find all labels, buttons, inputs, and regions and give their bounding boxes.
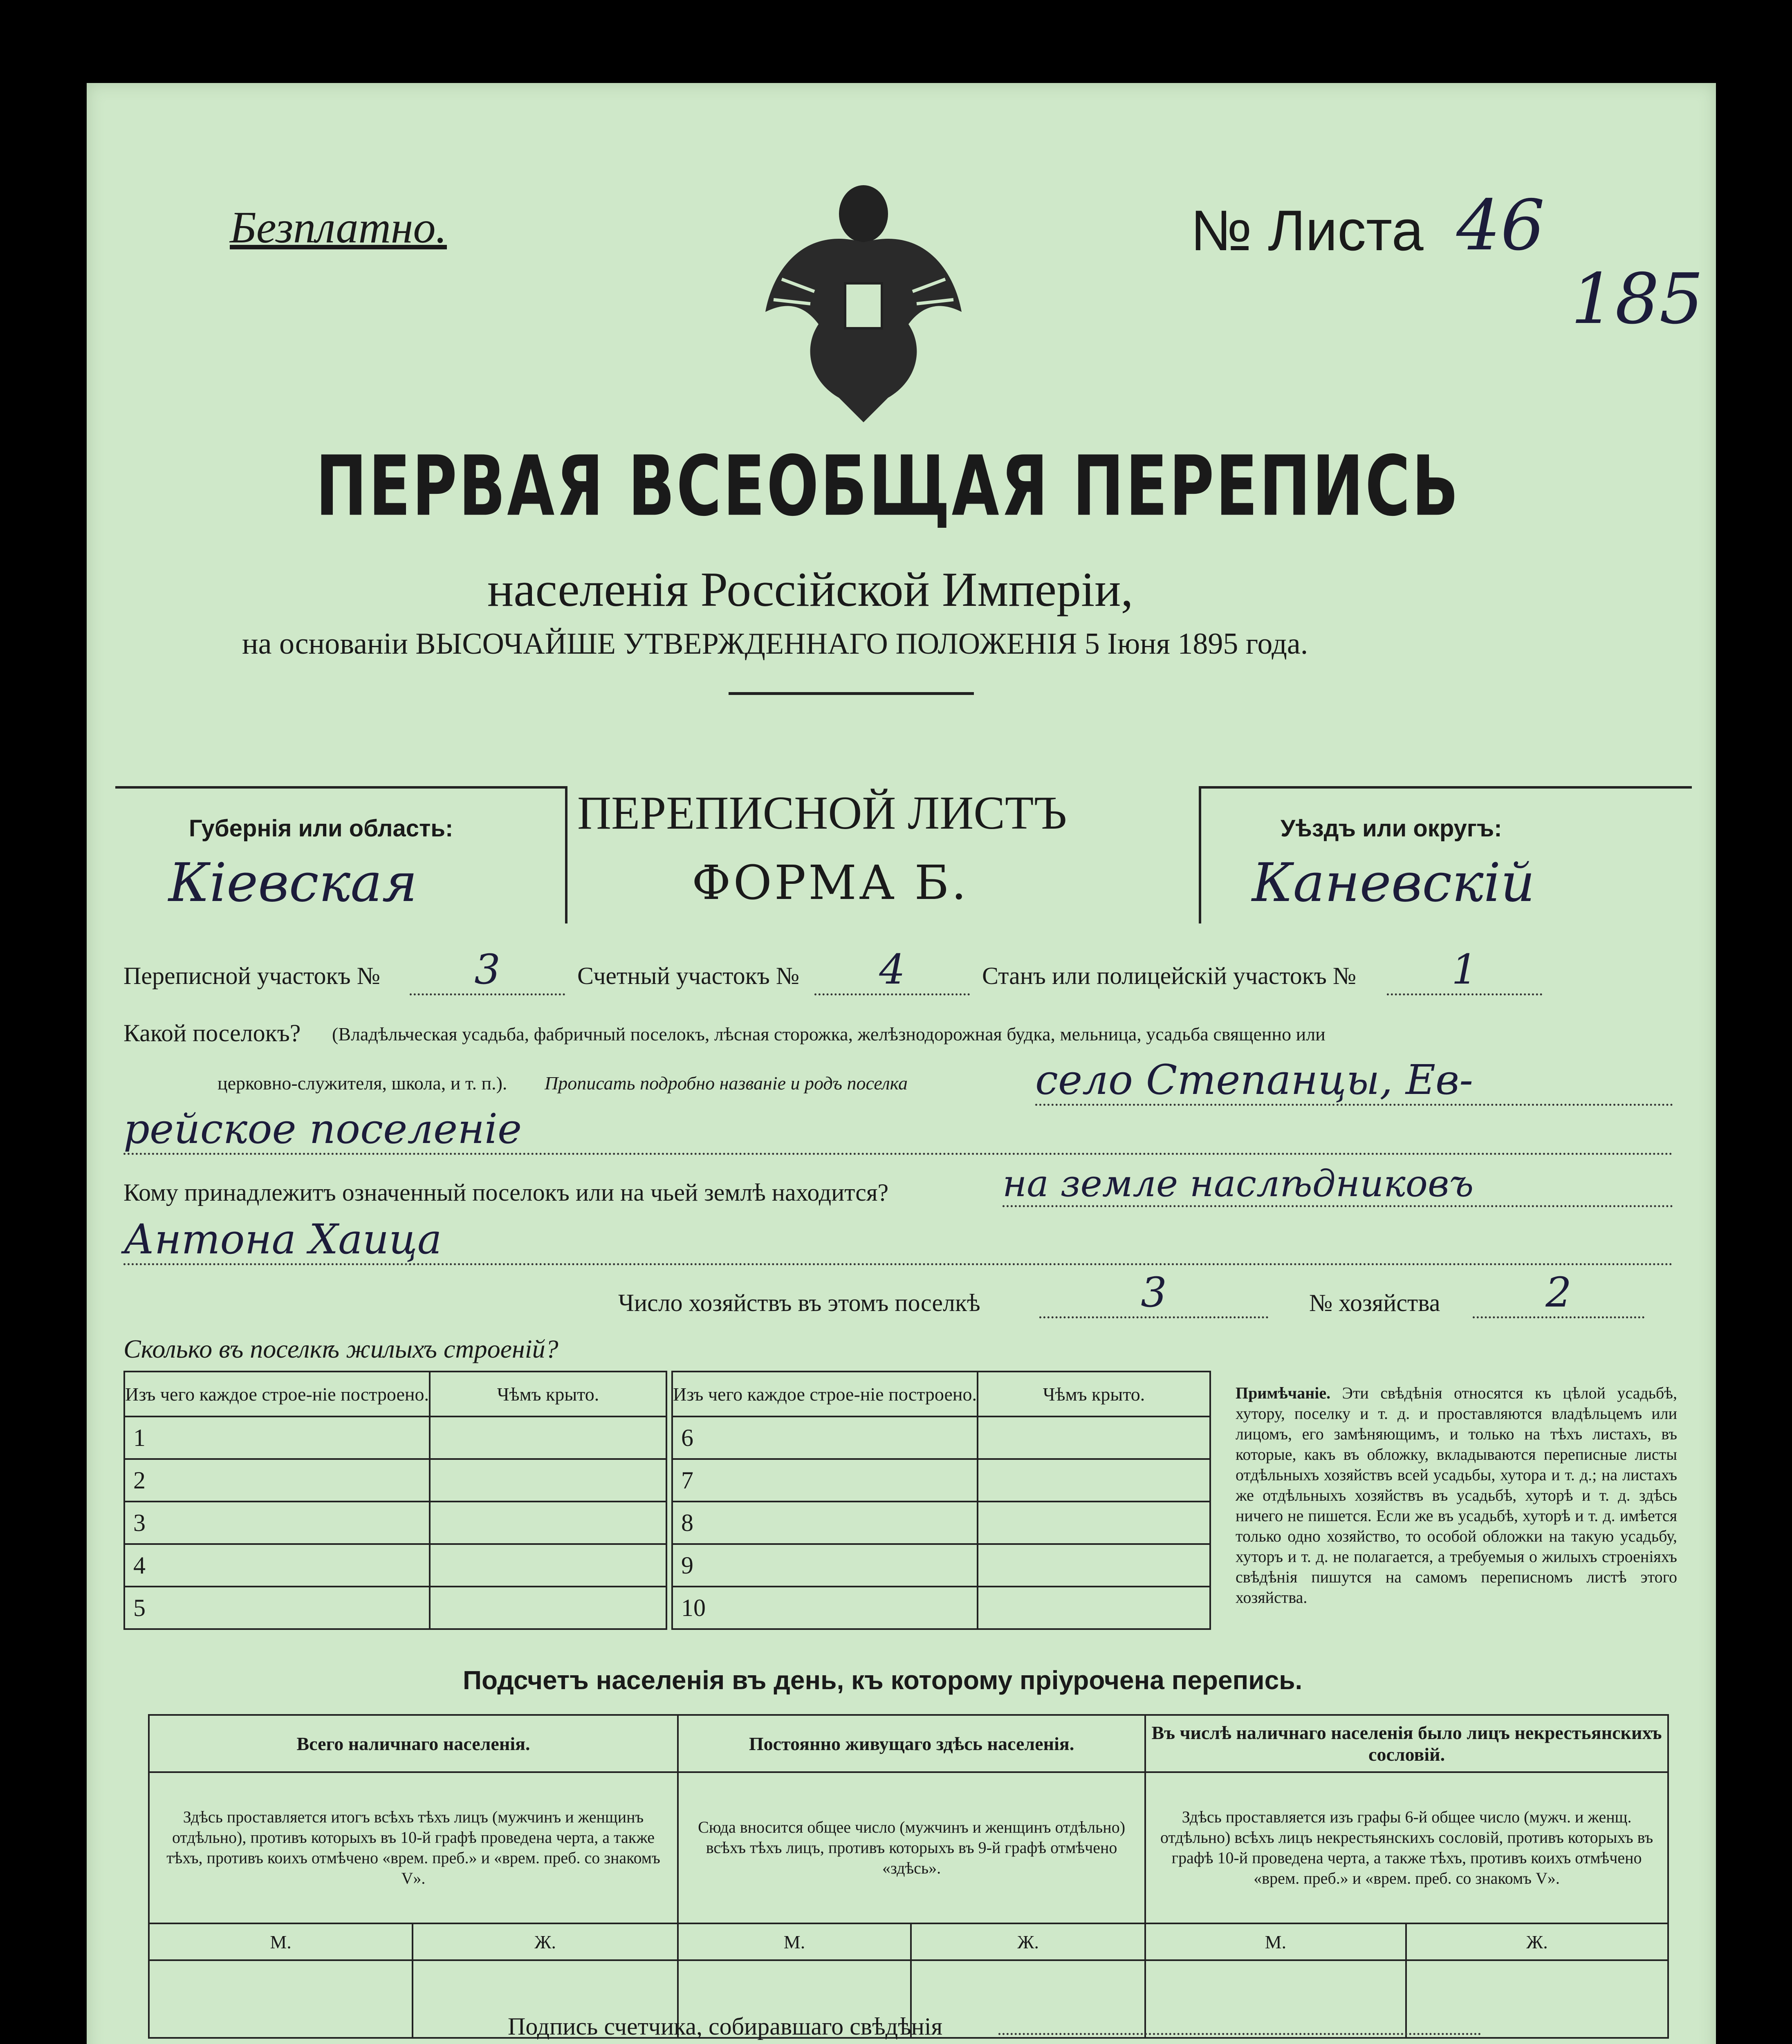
col-material-header: Изъ чего каждое строе-ніе построено. [672,1372,978,1416]
settlement-value-line-1: село Степанцы, Ев- [1035,1056,1673,1106]
female-header: Ж. [413,1923,678,1960]
buildings-table-right [671,1371,1211,1630]
nonpeasant-female-cell[interactable] [1406,1960,1668,2038]
signature-line[interactable] [998,2033,1481,2035]
census-district-label: Переписной участокъ № [123,962,380,989]
sheet-number-label: № Листа [1191,198,1424,262]
count-district-label: Счетный участокъ № [577,962,800,989]
count-district-value: 4 [814,946,970,995]
free-label: Безплатно. [230,202,447,252]
col-roof-header: Чѣмъ крыто. [978,1372,1210,1416]
settlement-instruction: Прописать подробно названіе и родъ поселка [545,1073,908,1094]
household-number-value: 2 [1473,1269,1644,1318]
building-row-number: 8 [672,1502,978,1544]
building-row-number: 1 [124,1416,430,1459]
census-form-sheet [87,83,1716,2044]
uezd-value: Каневскій [1252,852,1535,914]
building-row-number: 7 [672,1459,978,1502]
female-header: Ж. [911,1923,1145,1960]
uezd-label: Уѣздъ или округъ: [1281,815,1502,842]
settlement-hint: (Владѣльческая усадьба, фабричный поселокъ, лѣсная сторожка, желѣзнодорожная будка, мельница, усадьба священно или [332,1024,1325,1044]
settlement-label: Какой поселокъ? [123,1020,301,1047]
title-divider [729,692,974,695]
col-nonpeasant-header: Въ числѣ наличнаго населенія было лицъ некрестьянскихъ сословій. [1145,1715,1668,1772]
col-total-header: Всего наличнаго населенія. [149,1715,678,1772]
building-row-number: 3 [124,1502,430,1544]
stan-value: 1 [1387,946,1542,995]
page-subtitle: населенія Россійской Имперіи, [487,562,1133,616]
building-row-number: 10 [672,1587,978,1629]
owner-value-line-1: на земле наслѣдниковъ [1003,1162,1673,1207]
building-row-number: 2 [124,1459,430,1502]
building-row-number: 4 [124,1544,430,1587]
settlement-value-line-2: рейское поселеніе [123,1105,1673,1155]
male-header: М. [149,1923,413,1960]
signature-label: Подпись счетчика, собиравшаго свѣдѣнія [508,2013,943,2040]
buildings-table-left [123,1371,667,1630]
female-header: Ж. [1406,1923,1668,1960]
col-total-text: Здѣсь проставляется итогъ всѣхъ тѣхъ лицъ (мужчинъ и женщинъ отдѣльно), противъ которыхъ въ 10-й графѣ проведена черта, а также тѣхъ, противъ коихъ отмѣчено «врем. преб.» и «врем. преб. со знакомъ V». [149,1772,678,1923]
owner-value-line-2: Антона Хаица [123,1215,1673,1265]
nonpeasant-male-cell[interactable] [1145,1960,1406,2038]
page-title: ПЕРВАЯ ВСЕОБЩАЯ ПЕРЕПИСЬ [316,439,1460,535]
col-permanent-header: Постоянно живущаго здѣсь населенія. [678,1715,1145,1772]
permanent-female-cell[interactable] [911,1960,1145,2038]
owner-label: Кому принадлежитъ означенный поселокъ или на чьей землѣ находится? [123,1179,889,1206]
building-row-number: 5 [124,1587,430,1629]
population-table [148,1714,1669,2039]
male-header: М. [678,1923,911,1960]
building-row-number: 6 [672,1416,978,1459]
note-text: Эти свѣдѣнія относятся къ цѣлой усадьбѣ, хутору, поселку и т. д. и проставляются владѣльцемъ или лицомъ, его замѣняющимъ, и только на тѣхъ листахъ, въ которые, какъ въ обложку, вкладываются переписные листы отдѣльныхъ хозяйствъ всей усадьбы, хутора и т. д.; на листахъ же отдѣльныхъ хозяйствъ въ усадьбѣ, хуторѣ и т. д. здѣсь ничего не пишется. Если же въ усадьбѣ, хуторѣ и т. д. имѣется только одно хозяйство, то особой обложки на такую усадьбу, хуторъ и т. д. не полагается, а требуемыя о жилыхъ строеніяхъ свѣдѣнія пишутся на самомъ переписномъ листѣ этого хозяйства. [1236,1384,1677,1607]
form-title: ПЕРЕПИСНОЙ ЛИСТЪ [577,787,1067,839]
gubernia-label: Губернія или область: [189,815,453,842]
legal-basis-line: на основаніи ВЫСОЧАЙШЕ УТВЕРЖДЕННАГО ПОЛОЖЕНІЯ 5 Іюня 1895 года. [242,627,1308,661]
gubernia-value: Кіевская [168,852,417,914]
archive-number: 185 [1571,259,1704,340]
population-title: Подсчетъ населенія въ день, къ которому пріурочена перепись. [463,1665,1303,1695]
households-value: 3 [1039,1269,1268,1318]
buildings-note [1236,1383,1677,1608]
col-roof-header: Чѣмъ крыто. [430,1372,666,1416]
col-nonpeasant-text: Здѣсь проставляется изъ графы 6-й общее число (мужч. и женщ. отдѣльно) всѣхъ лицъ некрестьянскихъ сословій, противъ которыхъ въ графѣ 10-й проведена черта, а также тѣхъ, противъ коихъ отмѣчено «врем. преб.» и «врем. преб. со знакомъ V». [1145,1772,1668,1923]
col-material-header: Изъ чего каждое строе-ніе построено. [124,1372,430,1416]
double-headed-eagle-emblem [757,177,970,430]
census-district-value: 3 [410,946,565,995]
note-title: Примѣчаніе. [1236,1384,1331,1402]
male-header: М. [1145,1923,1406,1960]
col-permanent-text: Сюда вносится общее число (мужчинъ и женщинъ отдѣльно) всѣхъ тѣхъ лицъ, противъ которыхъ въ 9-й графѣ отмѣчено «здѣсь». [678,1772,1145,1923]
sheet-number-value: 46 [1456,185,1545,266]
building-row-number: 9 [672,1544,978,1587]
households-label: Число хозяйствъ въ этомъ поселкѣ [618,1289,980,1316]
household-number-label: № хозяйства [1309,1289,1440,1316]
form-name: ФОРМА Б. [692,856,969,910]
buildings-label: Сколько въ поселкѣ жилыхъ строеній? [123,1334,558,1363]
stan-label: Станъ или полицейскій участокъ № [982,962,1357,989]
total-male-cell[interactable] [149,1960,413,2038]
settlement-hint-2: церковно-служителя, школа, и т. п.). [218,1073,507,1094]
